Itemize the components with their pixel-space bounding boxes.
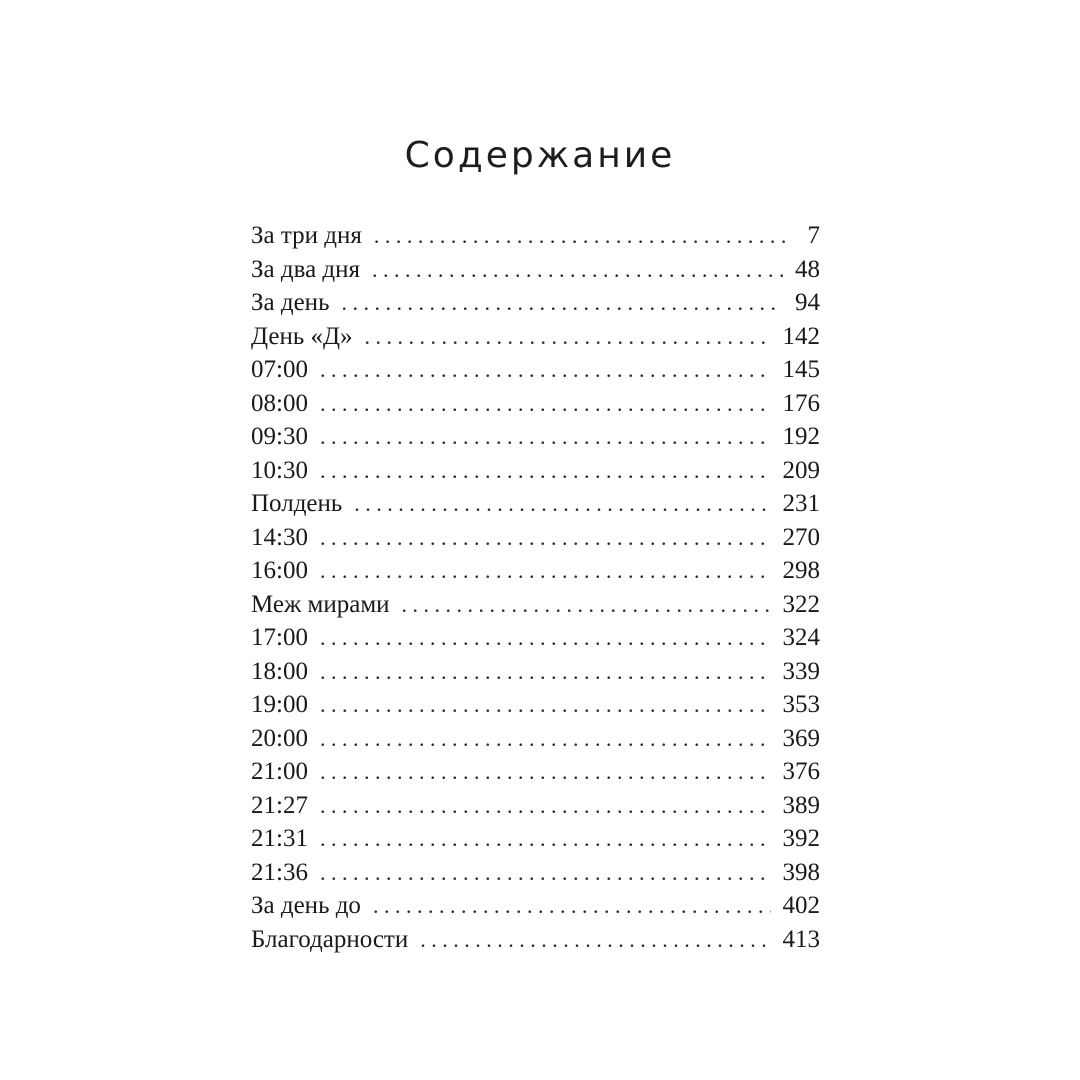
toc-entry-label: 21:27 (251, 791, 308, 819)
toc-entry-page-number: 145 (782, 356, 820, 383)
toc-entry-page-number: 339 (782, 657, 820, 685)
toc-entry-page-number: 270 (782, 523, 820, 551)
toc-entry-page-number: 48 (795, 255, 820, 283)
toc-entry (251, 387, 820, 421)
toc-entry-label: 20:00 (251, 724, 308, 752)
toc-entry (251, 286, 820, 320)
toc-entry (251, 353, 820, 387)
toc-entry-page-number: 398 (782, 858, 820, 886)
dot-leader (373, 889, 771, 923)
toc-entry-page-number: 176 (782, 389, 820, 417)
page-title: Содержание (404, 135, 676, 177)
dot-leader (320, 688, 771, 722)
dot-leader (320, 856, 771, 890)
toc-entry (251, 789, 820, 823)
dot-leader (320, 454, 771, 488)
toc-entry-label: 21:00 (251, 758, 308, 785)
toc-entry-label: 09:30 (251, 423, 308, 450)
toc-entry-page-number: 192 (782, 423, 820, 450)
toc-entry-page-number: 369 (782, 724, 820, 752)
toc-entry (251, 688, 820, 722)
toc-entry (251, 923, 820, 957)
dot-leader (320, 655, 771, 689)
toc-entry-label: За день (251, 289, 330, 316)
toc-entry-label: 21:36 (251, 858, 308, 886)
toc-entry (251, 889, 820, 923)
toc-entry (251, 621, 820, 655)
toc-entry-page-number: 353 (782, 691, 820, 718)
toc-entry-label: 17:00 (251, 624, 308, 651)
toc-entry-label: За день до (251, 892, 361, 919)
dot-leader (320, 353, 771, 387)
dot-leader (374, 219, 788, 253)
toc-entry-label: 16:00 (251, 557, 308, 584)
toc-entry-label: Благодарности (251, 925, 409, 953)
dot-leader (372, 253, 783, 287)
toc-entry (251, 822, 820, 856)
toc-entry (251, 253, 820, 287)
toc-entry (251, 722, 820, 756)
dot-leader (320, 822, 771, 856)
toc-entry-label: Полдень (251, 490, 343, 517)
toc-entry (251, 420, 820, 454)
toc-entry-label: 14:30 (251, 523, 308, 551)
toc-entry-page-number: 142 (782, 322, 820, 350)
toc-entry-page-number: 376 (782, 758, 820, 785)
toc-entry-label: 18:00 (251, 657, 308, 685)
dot-leader (420, 923, 770, 957)
toc-entry-page-number: 389 (782, 791, 820, 819)
dot-leader (341, 286, 783, 320)
toc-entry (251, 219, 820, 253)
toc-entry (251, 588, 820, 622)
toc-entry-label: 08:00 (251, 389, 308, 417)
toc-entry (251, 487, 820, 521)
toc-entry (251, 655, 820, 689)
toc-entry-label: 21:31 (251, 825, 308, 852)
toc-entry-label: Меж мирами (251, 590, 390, 618)
toc-entry-page-number: 413 (782, 925, 820, 953)
toc-entry (251, 521, 820, 555)
toc-entry-page-number: 7 (807, 222, 820, 249)
toc-entry (251, 554, 820, 588)
toc-entry-label: 19:00 (251, 691, 308, 718)
dot-leader (320, 420, 771, 454)
table-of-contents (251, 219, 820, 956)
toc-entry-page-number: 209 (782, 456, 820, 484)
toc-entry-label: За два дня (251, 255, 361, 283)
dot-leader (320, 722, 771, 756)
dot-leader (365, 320, 771, 354)
toc-entry (251, 454, 820, 488)
toc-entry-page-number: 94 (795, 289, 820, 316)
toc-entry (251, 755, 820, 789)
toc-entry-page-number: 402 (782, 892, 820, 919)
dot-leader (320, 521, 771, 555)
toc-entry-label: 10:30 (251, 456, 308, 484)
dot-leader (320, 554, 771, 588)
toc-entry-page-number: 324 (782, 624, 820, 651)
toc-entry-page-number: 322 (782, 590, 820, 618)
dot-leader (320, 621, 771, 655)
dot-leader (354, 487, 770, 521)
toc-entry-page-number: 298 (782, 557, 820, 584)
toc-entry-label: За три дня (251, 222, 362, 249)
dot-leader (320, 387, 771, 421)
dot-leader (402, 588, 771, 622)
toc-entry (251, 320, 820, 354)
toc-entry-page-number: 392 (782, 825, 820, 852)
toc-entry (251, 856, 820, 890)
dot-leader (320, 755, 771, 789)
toc-entry-label: 07:00 (251, 356, 308, 383)
toc-entry-label: День «Д» (251, 322, 353, 350)
toc-entry-page-number: 231 (782, 490, 820, 517)
dot-leader (320, 789, 771, 823)
